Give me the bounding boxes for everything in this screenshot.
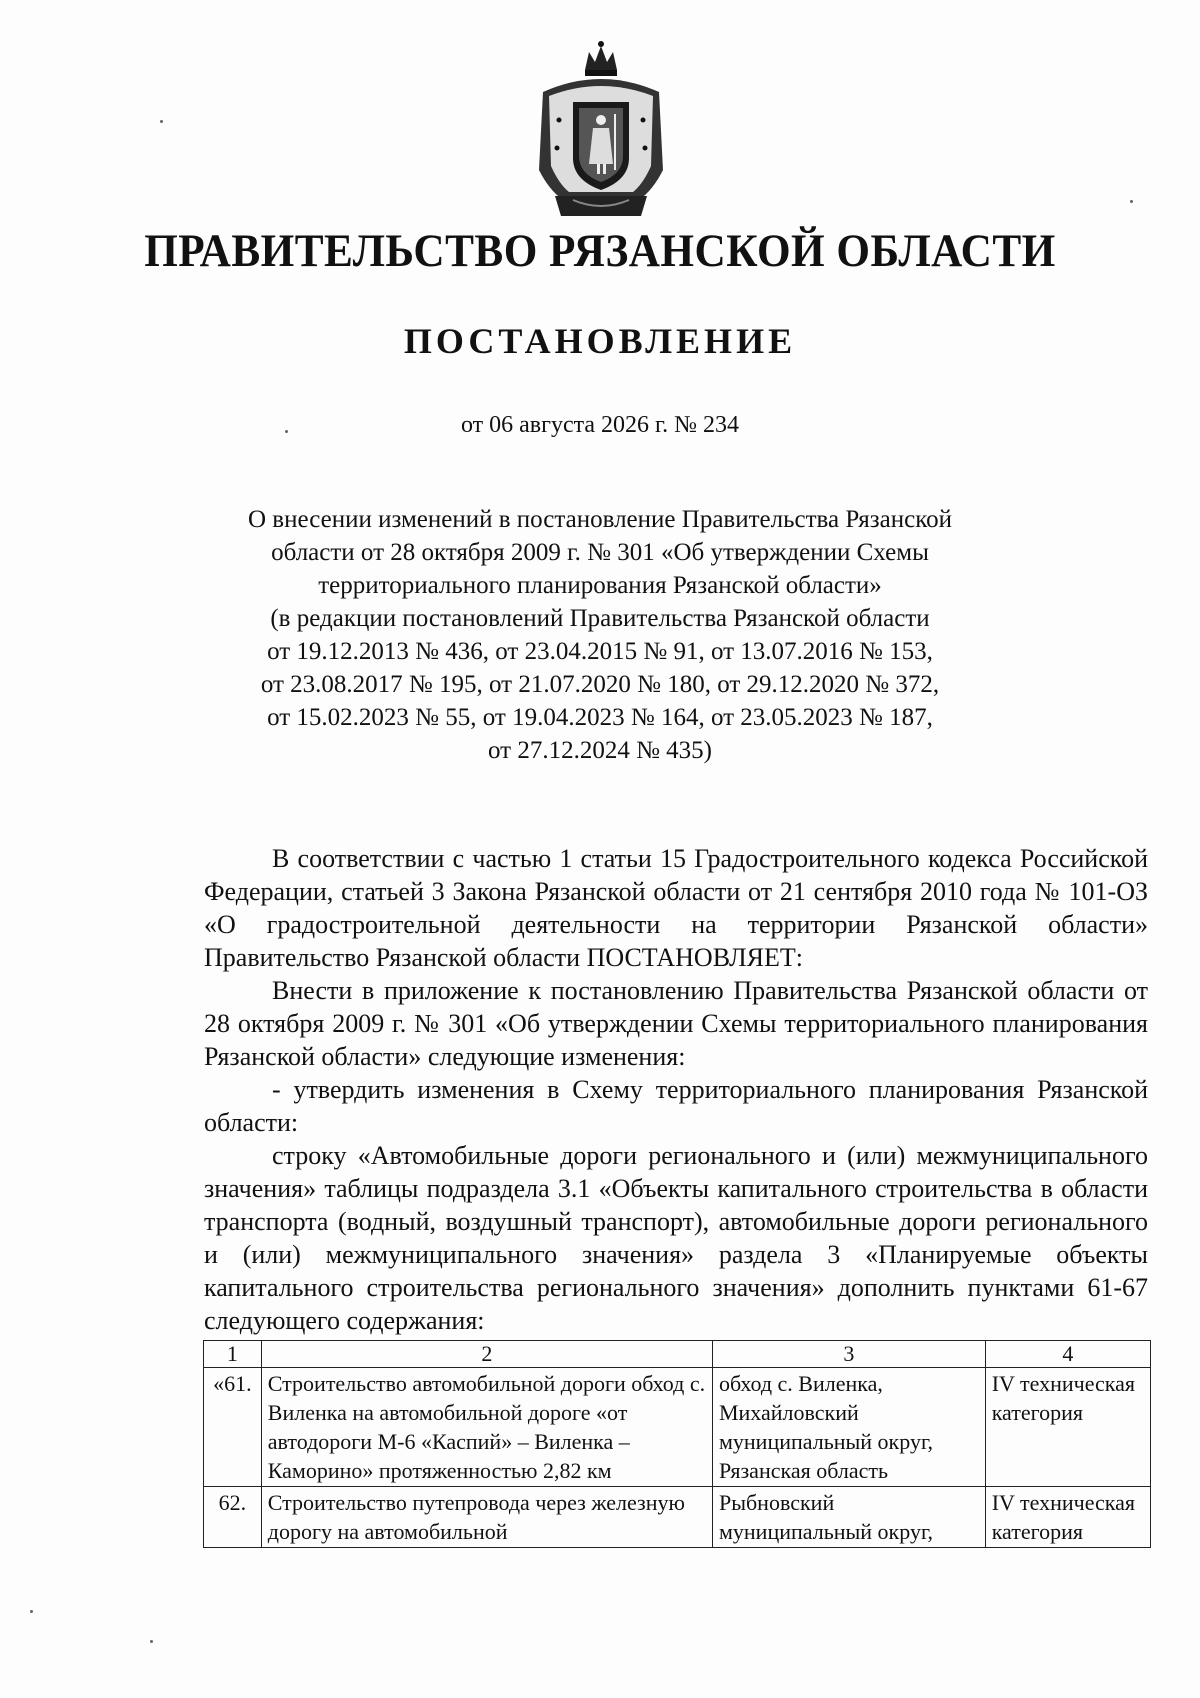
row-location: Рыбновский муниципальный округ, <box>712 1487 985 1548</box>
table-row <box>204 1487 1151 1548</box>
scan-speck <box>160 120 163 123</box>
row-description: Строительство автомобильной дороги обход с. Виленка на автомобильной дороге «от автодороги М-6 «Каспий» – Виленка – Каморино» протяженностью 2,82 км <box>261 1368 712 1487</box>
scan-speck <box>30 1610 33 1613</box>
subject-line: области от 28 октября 2009 г. № 301 «Об утверждении Схемы <box>271 539 929 566</box>
body-paragraph: - утвердить изменения в Схему территориального планирования Рязанской области: <box>204 1075 1148 1137</box>
subject-line: (в редакции постановлений Правительства Рязанской области <box>270 605 930 632</box>
subject-line: от 15.02.2023 № 55, от 19.04.2023 № 164, от 23.05.2023 № 187, <box>267 704 933 731</box>
subject-line: О внесении изменений в постановление Правительства Рязанской <box>247 506 952 533</box>
ryazan-coat-of-arms-icon <box>533 40 669 220</box>
body-paragraph: строку «Автомобильные дороги регионального и (или) межмуниципального значения» таблицы подраздела 3.1 «Объекты капитального строительства в области транспорта (водный, воздушный транспорт), автомобильные дороги регионального и (или) межмуниципального значения» раздела 3 «Планируемые объекты капитального строительства регионального значения» дополнить пунктами 61-67 следующего содержания: <box>204 1141 1148 1335</box>
table-header-row <box>204 1341 1151 1368</box>
document-body <box>204 842 1148 1337</box>
row-category: IV техническая категория <box>985 1487 1150 1548</box>
subject-line: от 19.12.2013 № 436, от 23.04.2015 № 91, от 13.07.2016 № 153, <box>267 638 933 665</box>
row-description: Строительство путепровода через железную дорогу на автомобильной <box>261 1487 712 1548</box>
column-header: 1 <box>204 1341 262 1368</box>
column-header: 4 <box>985 1341 1150 1368</box>
table-row <box>204 1368 1151 1487</box>
document-subject <box>240 503 960 767</box>
scan-speck <box>285 430 288 433</box>
row-category: IV техническая категория <box>985 1368 1150 1487</box>
scan-speck <box>1130 200 1133 203</box>
scan-speck <box>150 1640 153 1643</box>
subject-line: от 23.08.2017 № 195, от 21.07.2020 № 180, от 29.12.2020 № 372, <box>260 671 940 698</box>
column-header: 3 <box>712 1341 985 1368</box>
body-paragraph: Внести в приложение к постановлению Правительства Рязанской области от 28 октября 2009 г. № 301 «Об утверждении Схемы территориального планирования Рязанской области» следующие изменения: <box>204 976 1148 1071</box>
document-date-number: от 06 августа 2026 г. № 234 <box>460 412 740 438</box>
objects-table <box>203 1340 1151 1548</box>
government-title: ПРАВИТЕЛЬСТВО РЯЗАНСКОЙ ОБЛАСТИ <box>144 225 1056 277</box>
row-number: 62. <box>204 1487 262 1548</box>
body-paragraph: В соответствии с частью 1 статьи 15 Градостроительного кодекса Российской Федерации, статьей 3 Закона Рязанской области от 21 сентября 2010 года № 101-ОЗ «О градостроительной деятельности на территории Рязанской области» Правительство Рязанской области ПОСТАНОВЛЯЕТ: <box>204 844 1148 972</box>
subject-line: от 27.12.2024 № 435) <box>487 737 713 764</box>
subject-line: территориального планирования Рязанской области» <box>318 572 882 599</box>
row-number: «61. <box>204 1368 262 1487</box>
row-location: обход с. Виленка, Михайловский муниципальный округ, Рязанская область <box>712 1368 985 1487</box>
document-type: ПОСТАНОВЛЕНИЕ <box>403 321 797 361</box>
column-header: 2 <box>261 1341 712 1368</box>
